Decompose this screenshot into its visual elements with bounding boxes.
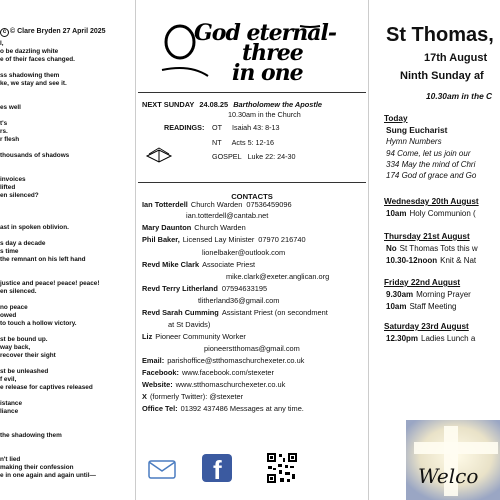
poem-line: rs. bbox=[0, 128, 8, 135]
event-text: Knit & Nat bbox=[440, 256, 477, 265]
sunday-name: Ninth Sunday af bbox=[400, 70, 484, 82]
welcome-text: Welco bbox=[418, 464, 479, 488]
link-value[interactable]: parishoffice@stthomaschurchexeter.co.uk bbox=[167, 356, 305, 365]
event-time: 12.30pm bbox=[386, 334, 419, 343]
contact-row bbox=[142, 223, 246, 232]
link-value[interactable]: (formerly Twitter): @stexeter bbox=[149, 392, 244, 401]
copyright-icon: c bbox=[0, 28, 9, 37]
contact-link-row bbox=[142, 368, 274, 377]
day-event bbox=[386, 244, 478, 253]
contact-role: Church Warden bbox=[190, 200, 243, 209]
contact-email[interactable]: pioneerstthomas@gmail.com bbox=[204, 344, 300, 353]
svg-text:f: f bbox=[213, 455, 222, 484]
poem-line: es well bbox=[0, 104, 21, 111]
poem-line: the shadowing them bbox=[0, 432, 62, 439]
poem-line: justice and peace! peace! peace! bbox=[0, 280, 100, 287]
contact-link-row bbox=[142, 404, 304, 413]
day-heading: Friday 22nd August bbox=[384, 278, 461, 287]
contact-role: at St Davids) bbox=[168, 320, 211, 329]
divider bbox=[138, 182, 366, 183]
contact-row bbox=[198, 296, 279, 305]
god-eternal-logo bbox=[150, 20, 346, 86]
link-value[interactable]: www.stthomaschurchexeter.co.uk bbox=[175, 380, 286, 389]
poem-line: ke, we stay and see it. bbox=[0, 80, 67, 87]
contact-row bbox=[142, 200, 292, 209]
contact-row bbox=[142, 235, 306, 244]
link-label: Website: bbox=[142, 380, 173, 389]
poem-line: t's bbox=[0, 120, 8, 127]
next-sunday-line: NEXT SUNDAY 24.08.25 Bartholomew the Apostle bbox=[142, 100, 323, 109]
poem-line: en silenced. bbox=[0, 288, 37, 295]
poem-line: the remnant on his left hand bbox=[0, 256, 86, 263]
contact-email[interactable]: mike.clark@exeter.anglican.org bbox=[226, 272, 330, 281]
poem-line: n't lied bbox=[0, 456, 21, 463]
poem-line: e of their faces changed. bbox=[0, 56, 75, 63]
contact-row bbox=[142, 332, 246, 341]
poem-line: st be bound up. bbox=[0, 336, 48, 343]
event-time: 10am bbox=[386, 302, 407, 311]
logo-line-1: God eternal- bbox=[194, 20, 336, 46]
link-label: X bbox=[142, 392, 147, 401]
notices-column bbox=[138, 0, 366, 500]
poem-line: e in one again and again until— bbox=[0, 472, 96, 479]
poem-line: ss shadowing them bbox=[0, 72, 60, 79]
poem-column bbox=[0, 0, 133, 500]
poem-line: s time bbox=[0, 248, 19, 255]
poem-line: f evil, bbox=[0, 376, 17, 383]
contact-link-row bbox=[142, 356, 304, 365]
poem-line: way back, bbox=[0, 344, 31, 351]
contact-role: Licensed Lay Minister bbox=[182, 235, 255, 244]
email-icon bbox=[146, 456, 180, 482]
hymn-line: 174 God of grace and Go bbox=[386, 171, 477, 180]
poem-line: no peace bbox=[0, 304, 28, 311]
contact-row bbox=[226, 272, 329, 281]
event-time: 10.30-12noon bbox=[386, 256, 438, 265]
contact-name: Revd Terry Litherland bbox=[142, 284, 218, 293]
poem-line: e release for captives released bbox=[0, 384, 93, 391]
event-text: St Thomas Tots this w bbox=[399, 244, 478, 253]
event-time: No bbox=[386, 244, 397, 253]
contact-name: Phil Baker, bbox=[142, 235, 180, 244]
reading-gospel: GOSPEL Luke 22: 24-30 bbox=[212, 152, 296, 161]
day-heading: Wednesday 20th August bbox=[384, 197, 479, 206]
poem-line: l, bbox=[0, 40, 4, 47]
day-event bbox=[386, 334, 475, 343]
copyright-line: c © Clare Bryden 27 April 2025 bbox=[0, 28, 106, 37]
link-label: Email: bbox=[142, 356, 165, 365]
book-icon bbox=[144, 138, 174, 164]
poem-line: to touch a hollow victory. bbox=[0, 320, 77, 327]
poem-line: recover their sight bbox=[0, 352, 56, 359]
contact-role: Assistant Priest (on secondment bbox=[221, 308, 328, 317]
day-event bbox=[386, 290, 471, 299]
contact-role: Pioneer Community Worker bbox=[155, 332, 246, 341]
poem-line: istance bbox=[0, 400, 23, 407]
contact-name: Ian Totterdell bbox=[142, 200, 188, 209]
next-sunday-location: 10.30am in the Church bbox=[228, 110, 301, 119]
contact-row bbox=[142, 260, 255, 269]
column-divider bbox=[368, 0, 369, 500]
day-event bbox=[386, 209, 476, 218]
services-column bbox=[370, 0, 500, 500]
poem-line: liance bbox=[0, 408, 19, 415]
contact-role: Associate Priest bbox=[202, 260, 256, 269]
contact-link-row bbox=[142, 392, 243, 401]
poem-line: s day a decade bbox=[0, 240, 46, 247]
link-label: Office Tel: bbox=[142, 404, 178, 413]
day-event bbox=[386, 302, 456, 311]
facebook-icon bbox=[200, 452, 236, 484]
cross-graphic bbox=[406, 420, 500, 500]
contact-name: Revd Sarah Cumming bbox=[142, 308, 219, 317]
day-heading: Saturday 23rd August bbox=[384, 322, 469, 331]
contact-phone: 07594633195 bbox=[221, 284, 268, 293]
contact-row bbox=[142, 308, 328, 317]
contact-link-row bbox=[142, 380, 285, 389]
reading-nt: NT Acts 5: 12-16 bbox=[212, 138, 274, 147]
sunday-date: 17th August bbox=[424, 52, 488, 64]
day-event bbox=[386, 256, 476, 265]
event-time: 9.30am bbox=[386, 290, 414, 299]
poem-line: ast in spoken oblivion. bbox=[0, 224, 69, 231]
poem-line: st be unleashed bbox=[0, 368, 49, 375]
event-text: Staff Meeting bbox=[409, 302, 457, 311]
contact-phone: 07970 216740 bbox=[258, 235, 306, 244]
contact-name: Mary Daunton bbox=[142, 223, 192, 232]
contact-phone: 07536459096 bbox=[246, 200, 292, 209]
qr-code-icon bbox=[266, 452, 298, 484]
logo-line-2: three bbox=[242, 40, 303, 66]
today-service: Sung Eucharist bbox=[386, 125, 448, 135]
hymn-line: 94 Come, let us join our bbox=[386, 149, 471, 158]
contacts-title: CONTACTS bbox=[231, 192, 273, 201]
event-text: Morning Prayer bbox=[416, 290, 471, 299]
contact-role: Church Warden bbox=[194, 223, 246, 232]
poem-line: en silenced? bbox=[0, 192, 39, 199]
contact-name: Liz bbox=[142, 332, 153, 341]
poem-line: o be dazzling white bbox=[0, 48, 59, 55]
event-text: Ladies Lunch a bbox=[421, 334, 476, 343]
welcome-banner bbox=[406, 420, 500, 500]
column-divider bbox=[135, 0, 136, 500]
readings-label: READINGS: bbox=[164, 123, 205, 132]
poem-line: invoices bbox=[0, 176, 26, 183]
divider bbox=[138, 92, 366, 93]
day-heading: Thursday 21st August bbox=[384, 232, 470, 241]
hymn-line: 334 May the mind of Chri bbox=[386, 160, 476, 169]
event-time: 10am bbox=[386, 209, 407, 218]
poem-line: lifted bbox=[0, 184, 16, 191]
contact-email[interactable]: lionelbaker@outlook.com bbox=[202, 248, 286, 257]
link-value[interactable]: 01392 437486 Messages at any time. bbox=[180, 404, 304, 413]
poem-line: making their confession bbox=[0, 464, 74, 471]
reading-ot: OT Isaiah 43: 8-13 bbox=[212, 123, 280, 132]
contact-row bbox=[142, 284, 267, 293]
logo-line-3: in one bbox=[232, 60, 303, 86]
poem-line: thousands of shadows bbox=[0, 152, 70, 159]
poem-line: owed bbox=[0, 312, 17, 319]
church-title: St Thomas, bbox=[386, 24, 494, 46]
event-text: Holy Communion ( bbox=[409, 209, 476, 218]
hymns-label: Hymn Numbers bbox=[386, 137, 442, 146]
contact-row bbox=[204, 344, 300, 353]
contact-name: Revd Mike Clark bbox=[142, 260, 200, 269]
contact-row bbox=[186, 211, 268, 220]
service-time: 10.30am in the C bbox=[426, 91, 493, 101]
today-heading: Today bbox=[384, 114, 408, 123]
contact-row bbox=[202, 248, 285, 257]
link-label: Facebook: bbox=[142, 368, 179, 377]
contact-row bbox=[168, 320, 210, 329]
link-value[interactable]: www.facebook.com/stexeter bbox=[181, 368, 274, 377]
contact-email[interactable]: tlitherland36@gmail.com bbox=[198, 296, 280, 305]
poem-line: r flesh bbox=[0, 136, 20, 143]
contact-email[interactable]: ian.totterdell@cantab.net bbox=[186, 211, 269, 220]
